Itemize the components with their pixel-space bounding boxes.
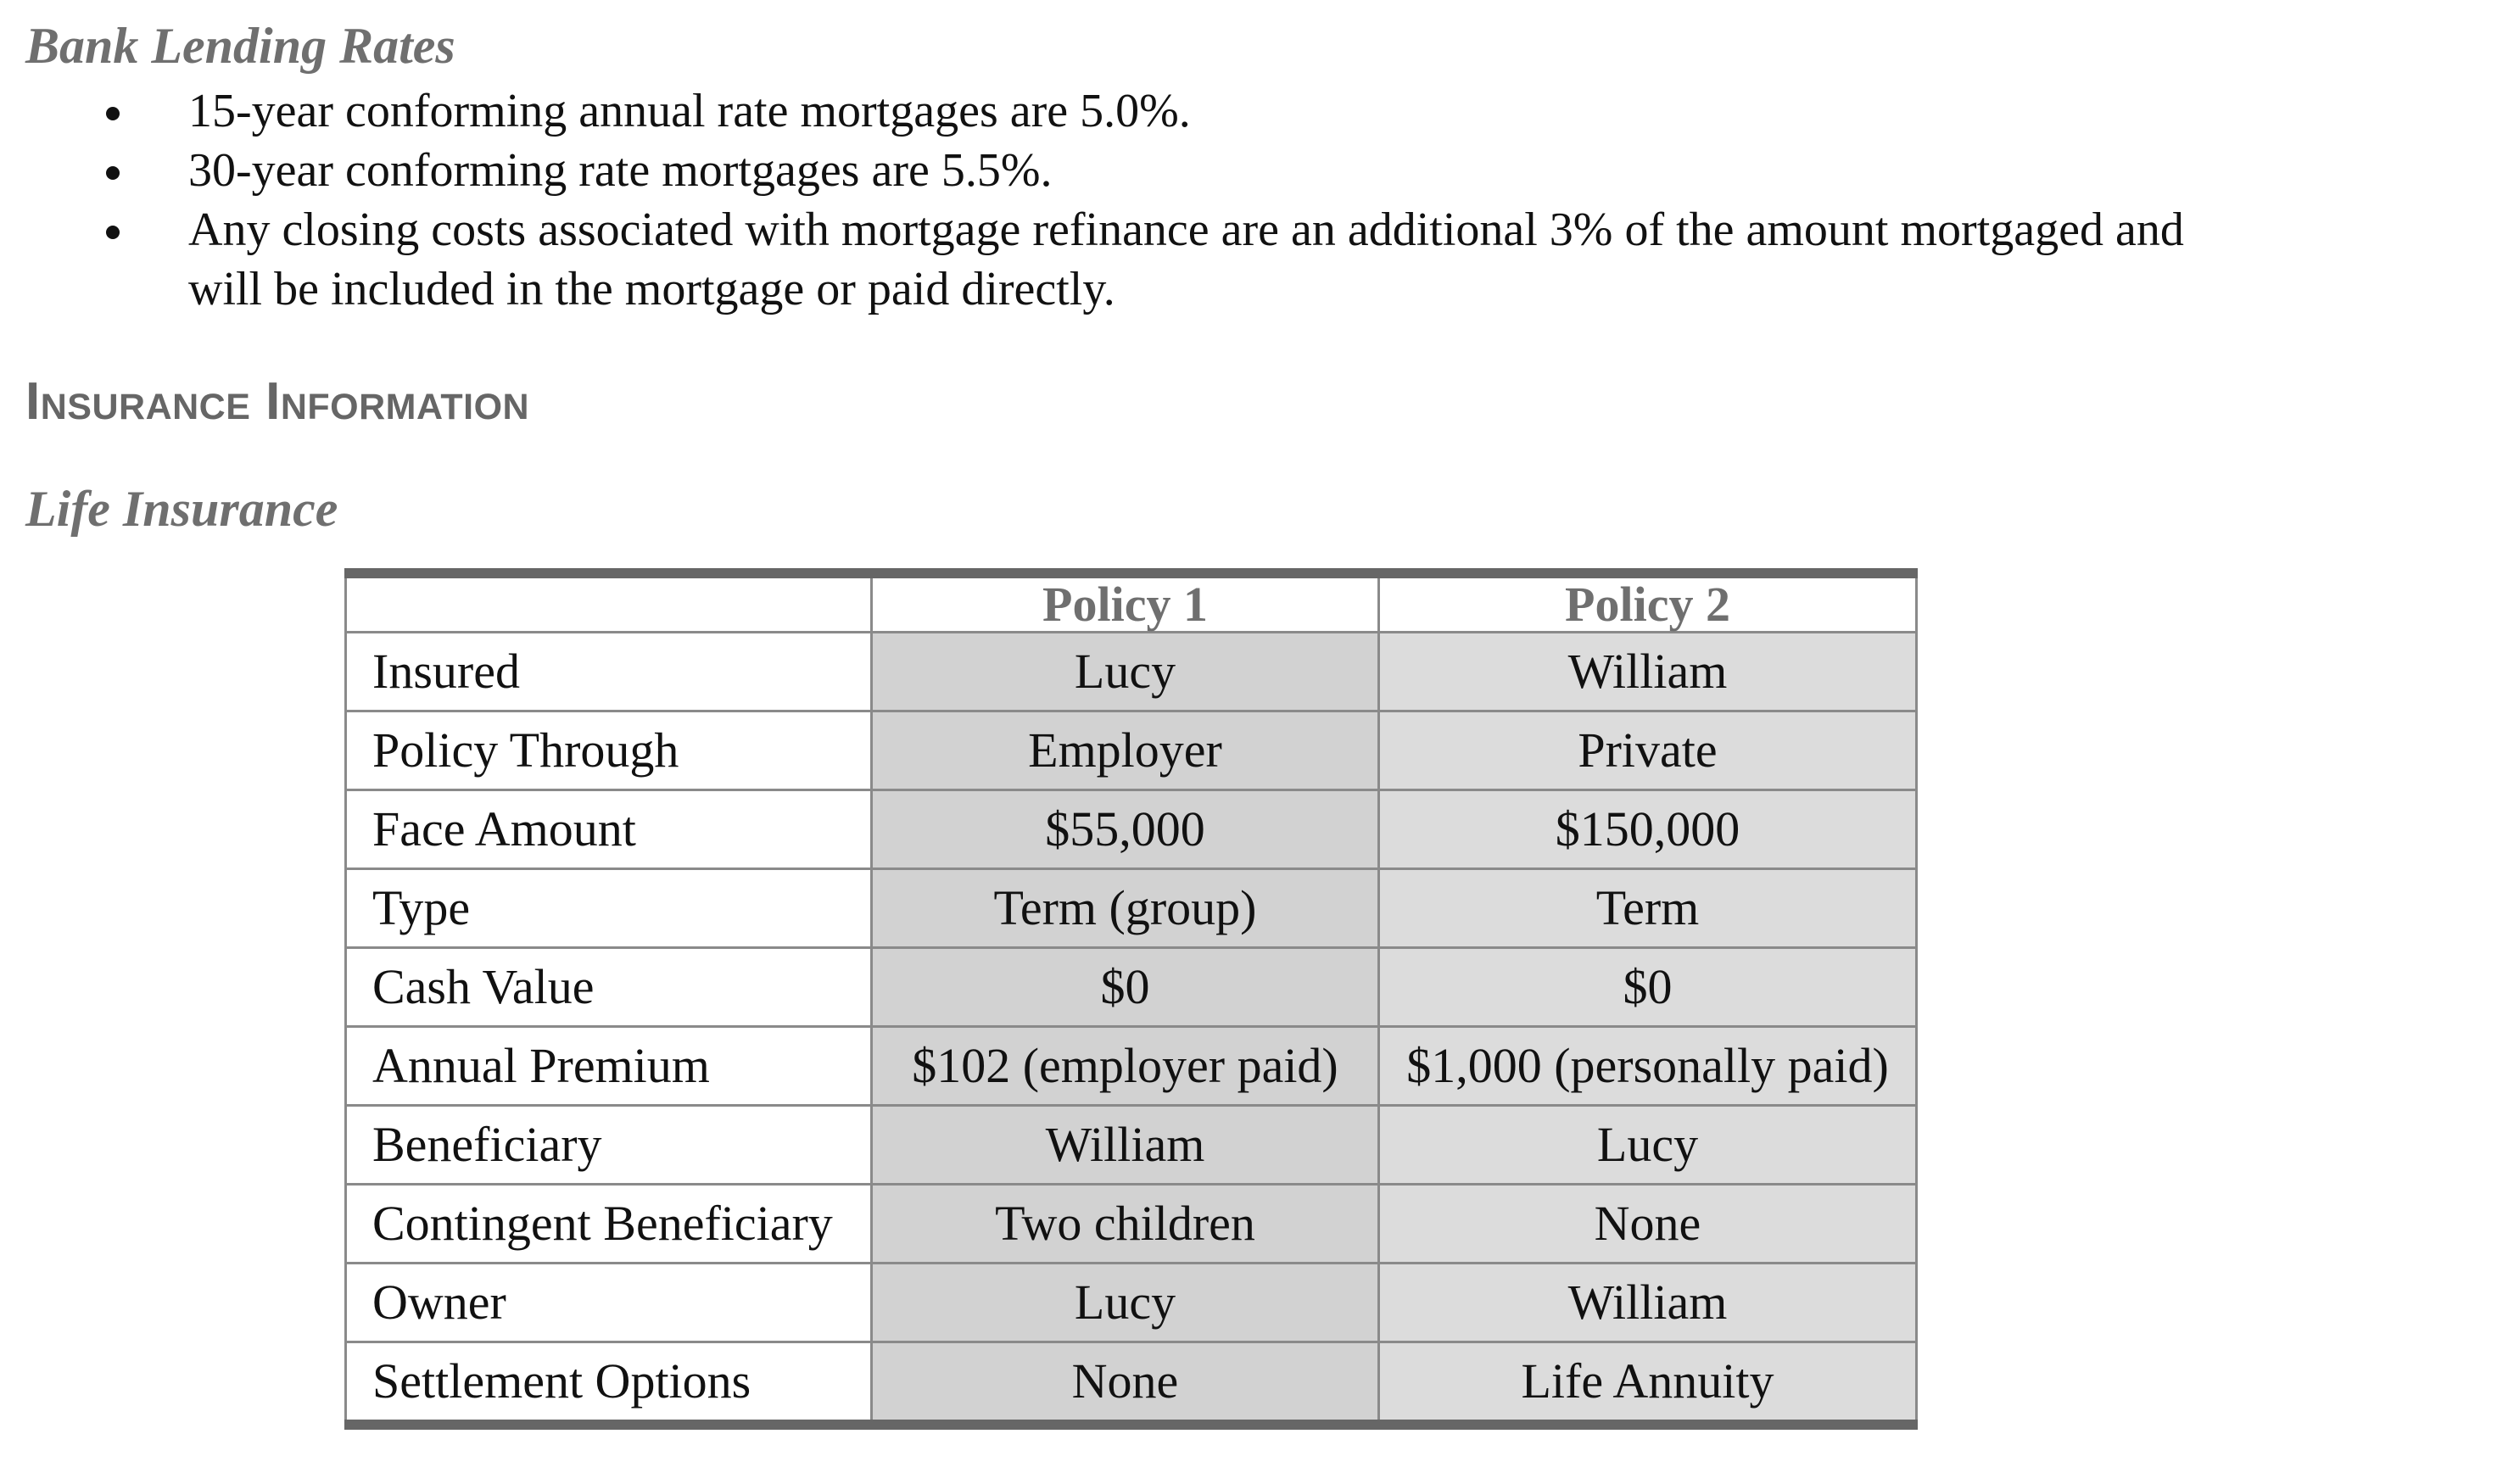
- policy-2-value: Term: [1379, 869, 1917, 948]
- bullet-icon: [106, 107, 120, 120]
- policy-2-value: Private: [1379, 711, 1917, 790]
- policy-2-value: William: [1379, 1264, 1917, 1342]
- row-label: Beneficiary: [346, 1106, 872, 1185]
- row-label: Owner: [346, 1264, 872, 1342]
- policy-1-value: Lucy: [872, 1264, 1379, 1342]
- table-row: [346, 1106, 1917, 1185]
- policy-2-value: Life Annuity: [1379, 1342, 1917, 1425]
- table-row: [346, 1185, 1917, 1264]
- insurance-information-title: Insurance Information: [25, 372, 530, 431]
- row-label: Policy Through: [346, 711, 872, 790]
- row-label: Face Amount: [346, 790, 872, 869]
- table-row: [346, 1027, 1917, 1106]
- bank-lending-rates-heading: Bank Lending Rates: [25, 18, 455, 74]
- list-item: [0, 141, 2241, 200]
- header-policy-1: Policy 1: [872, 573, 1379, 633]
- row-label: Type: [346, 869, 872, 948]
- table-body: [346, 633, 1917, 1425]
- policy-2-value: None: [1379, 1185, 1917, 1264]
- policy-2-value: William: [1379, 633, 1917, 711]
- policy-1-value: Employer: [872, 711, 1379, 790]
- table-row: [346, 869, 1917, 948]
- row-label: Cash Value: [346, 948, 872, 1027]
- policy-2-value: $150,000: [1379, 790, 1917, 869]
- row-label: Settlement Options: [346, 1342, 872, 1425]
- table-row: [346, 790, 1917, 869]
- policy-1-value: Term (group): [872, 869, 1379, 948]
- life-insurance-heading: Life Insurance: [25, 481, 338, 537]
- table-row: [346, 948, 1917, 1027]
- policy-1-value: William: [872, 1106, 1379, 1185]
- table-row: [346, 1342, 1917, 1425]
- row-label: Contingent Beneficiary: [346, 1185, 872, 1264]
- life-insurance-table: [344, 568, 1918, 1430]
- table-header-row: [346, 573, 1917, 633]
- policy-1-value: Lucy: [872, 633, 1379, 711]
- bullet-icon: [106, 166, 120, 180]
- bullet-icon: [106, 226, 120, 239]
- policy-1-value: $55,000: [872, 790, 1379, 869]
- list-item: [0, 200, 2241, 319]
- life-insurance-table-wrapper: [344, 568, 1915, 1430]
- list-item-text: Any closing costs associated with mortgage refinance are an additional 3% of the amount mortgaged and will be included in the mortgage or paid directly.: [188, 204, 2184, 315]
- table-row: [346, 711, 1917, 790]
- list-item: [0, 81, 2241, 141]
- policy-2-value: $0: [1379, 948, 1917, 1027]
- policy-2-value: Lucy: [1379, 1106, 1917, 1185]
- list-item-text: 30-year conforming rate mortgages are 5.5%.: [188, 144, 1053, 197]
- header-cell-empty: [346, 573, 872, 633]
- policy-1-value: Two children: [872, 1185, 1379, 1264]
- policy-1-value: $0: [872, 948, 1379, 1027]
- table-row: [346, 1264, 1917, 1342]
- row-label: Insured: [346, 633, 872, 711]
- policy-2-value: $1,000 (personally paid): [1379, 1027, 1917, 1106]
- lending-rates-list: [0, 81, 2290, 319]
- table-row: [346, 633, 1917, 711]
- list-item-text: 15-year conforming annual rate mortgages are 5.0%.: [188, 85, 1191, 137]
- row-label: Annual Premium: [346, 1027, 872, 1106]
- header-policy-2: Policy 2: [1379, 573, 1917, 633]
- policy-1-value: $102 (employer paid): [872, 1027, 1379, 1106]
- policy-1-value: None: [872, 1342, 1379, 1425]
